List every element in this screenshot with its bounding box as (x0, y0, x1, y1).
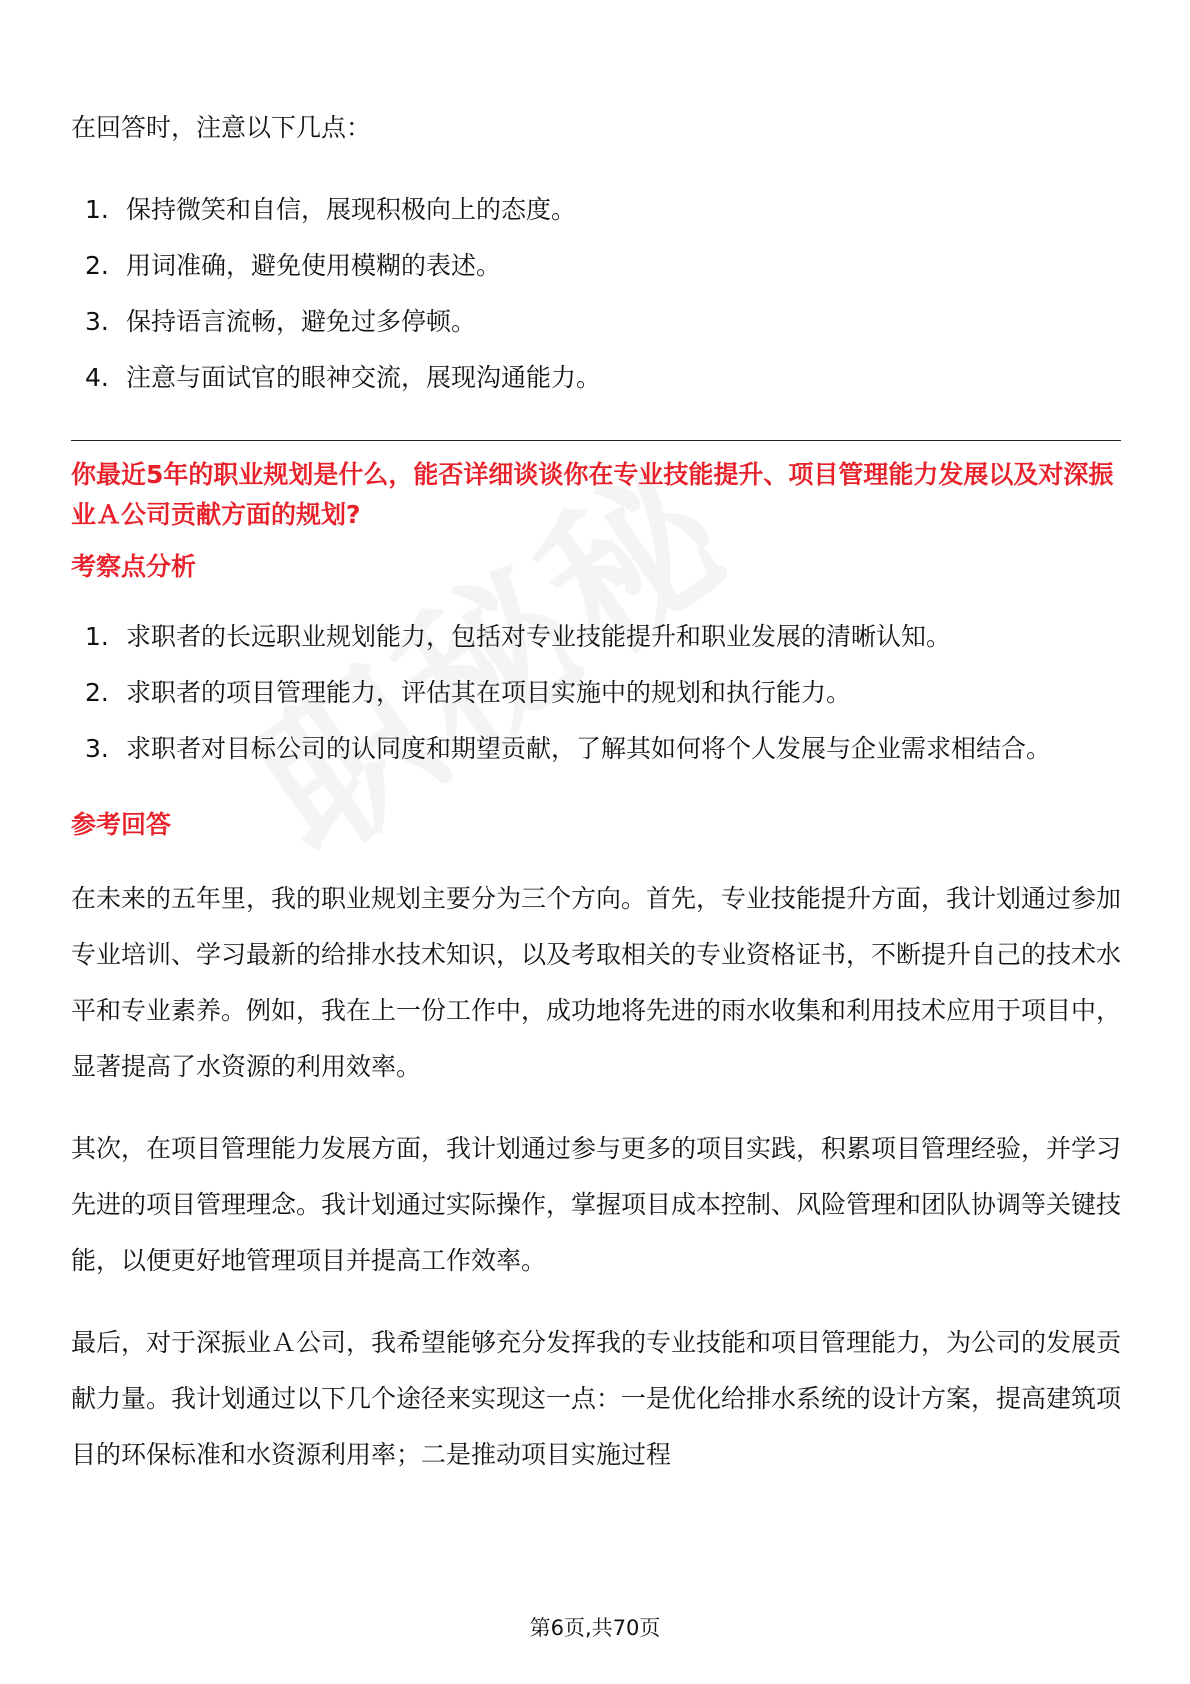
section-divider (71, 440, 1121, 441)
list-item (71, 350, 1121, 406)
list-item (71, 238, 1121, 294)
list-number: 2. (85, 251, 109, 280)
intro-text: 在回答时，注意以下几点： (71, 113, 372, 142)
analysis-title: 考察点分析 (71, 552, 197, 581)
list-text: 保持语言流畅，避免过多停顿。 (126, 307, 477, 336)
answer-paragraph: 最后，对于深振业Ａ公司，我希望能够充分发挥我的专业技能和项目管理能力，为公司的发展贡献力量。我计划通过以下几个途径来实现这一点：一是优化给排水系统的设计方案，提高建筑项目的环保标准和水资源利用率；二是推动项目实施过程 (71, 1328, 1122, 1469)
answer-title: 参考回答 (71, 810, 172, 839)
list-number: 3. (85, 307, 109, 336)
list-text: 注意与面试官的眼神交流，展现沟通能力。 (126, 363, 602, 392)
list-item (71, 294, 1121, 350)
list-item (71, 665, 1121, 721)
list-number: 4. (85, 363, 109, 392)
answer-paragraph: 其次，在项目管理能力发展方面，我计划通过参与更多的项目实践，积累项目管理经验，并学习先进的项目管理理念。我计划通过实际操作，掌握项目成本控制、风险管理和团队协调等关键技能，以便更好地管理项目并提高工作效率。 (71, 1134, 1122, 1275)
list-number: 1. (85, 195, 109, 224)
list-text: 求职者的项目管理能力，评估其在项目实施中的规划和执行能力。 (126, 678, 852, 707)
tips-list (71, 182, 1121, 406)
list-text: 求职者的长远职业规划能力，包括对专业技能提升和职业发展的清晰认知。 (126, 622, 952, 651)
list-number: 1. (85, 622, 109, 651)
page-content (71, 100, 1121, 1509)
list-text: 保持微笑和自信，展现积极向上的态度。 (126, 195, 577, 224)
list-number: 3. (85, 734, 109, 763)
analysis-list (71, 609, 1121, 777)
list-item (71, 721, 1121, 777)
list-text: 求职者对目标公司的认同度和期望贡献，了解其如何将个人发展与企业需求相结合。 (126, 734, 1052, 763)
answer-paragraph: 在未来的五年里，我的职业规划主要分为三个方向。首先，专业技能提升方面，我计划通过参加专业培训、学习最新的给排水技术知识，以及考取相关的专业资格证书，不断提升自己的技术水平和专业素养。例如，我在上一份工作中，成功地将先进的雨水收集和利用技术应用于项目中，显著提高了水资源的利用效率。 (71, 884, 1122, 1081)
question-heading: 你最近5年的职业规划是什么，能否详细谈谈你在专业技能提升、项目管理能力发展以及对深振业Ａ公司贡献方面的规划? (71, 460, 1114, 529)
list-item (71, 609, 1121, 665)
list-number: 2. (85, 678, 109, 707)
page-number-footer: 第6页,共70页 (529, 1616, 661, 1640)
list-item (71, 182, 1121, 238)
list-text: 用词准确，避免使用模糊的表述。 (126, 251, 502, 280)
